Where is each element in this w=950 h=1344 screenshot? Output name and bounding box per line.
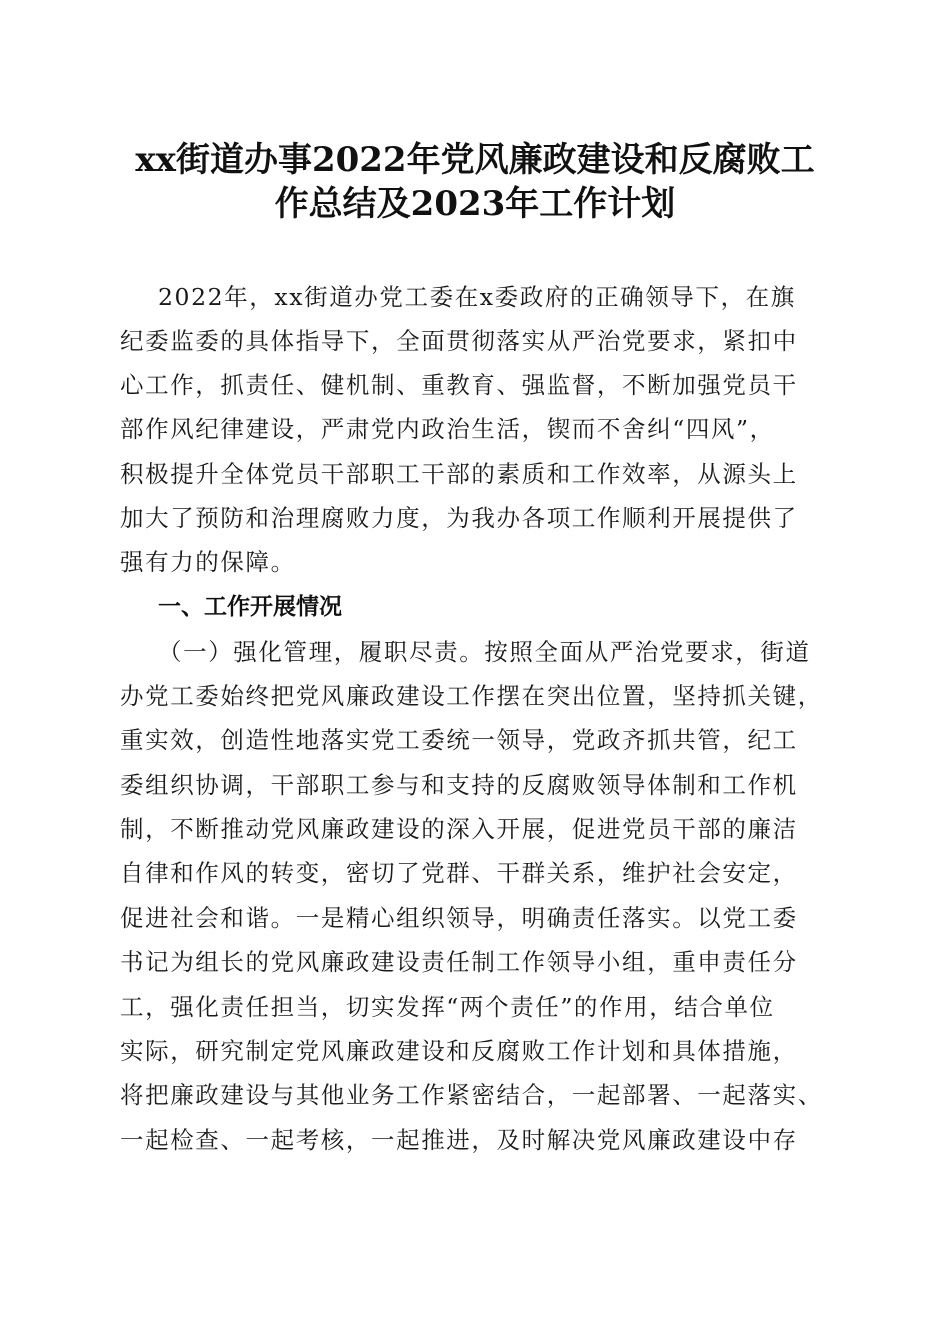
section-heading: 一、工作开展情况	[158, 594, 342, 620]
paragraph-line: 部作风纪律建设，严肃党内政治生活，锲而不舍纠“四风”，	[120, 415, 775, 443]
paragraph-line: 心工作，抓责任、健机制、重教育、强监督，不断加强党员干	[120, 371, 798, 399]
paragraph-line: 自律和作风的转变，密切了党群、干群关系，维护社会安定，	[120, 859, 798, 887]
paragraph-line: 加大了预防和治理腐败力度，为我办各项工作顺利开展提供了	[120, 504, 798, 532]
paragraph-line: 办党工委始终把党风廉政建设工作摆在突出位置，坚持抓关键，	[120, 682, 823, 710]
paragraph-line: 委组织协调，干部职工参与和支持的反腐败领导体制和工作机	[120, 771, 798, 799]
paragraph-line: 一起检查、一起考核，一起推进，及时解决党风廉政建设中存	[120, 1126, 798, 1154]
paragraph-line: 促进社会和谐。一是精心组织领导，明确责任落实。以党工委	[120, 904, 798, 932]
document-title-line-1: xx街道办事2022年党风廉政建设和反腐败工	[135, 140, 815, 180]
paragraph-line: 将把廉政建设与其他业务工作紧密结合，一起部署、一起落实、	[120, 1081, 823, 1109]
paragraph-line: 制，不断推动党风廉政建设的深入开展，促进党员干部的廉洁	[120, 815, 798, 843]
paragraph-line: 重实效，创造性地落实党工委统一领导，党政齐抓共管，纪工	[120, 726, 798, 754]
paragraph-line: 实际，研究制定党风廉政建设和反腐败工作计划和具体措施，	[120, 1037, 798, 1065]
paragraph-line: 强有力的保障。	[120, 548, 296, 576]
paragraph-line: （一）强化管理，履职尽责。按照全面从严治党要求，街道	[158, 638, 811, 666]
paragraph-line: 积极提升全体党员干部职工干部的素质和工作效率，从源头上	[120, 460, 798, 488]
document-title-line-2: 作总结及2023年工作计划	[274, 184, 676, 224]
paragraph-line: 2022年，xx街道办党工委在x委政府的正确领导下，在旗	[158, 283, 796, 311]
paragraph-line: 纪委监委的具体指导下，全面贯彻落实从严治党要求，紧扣中	[120, 327, 798, 355]
paragraph-line: 工，强化责任担当，切实发挥“两个责任”的作用，结合单位	[120, 993, 775, 1021]
paragraph-line: 书记为组长的党风廉政建设责任制工作领导小组，重申责任分	[120, 948, 798, 976]
